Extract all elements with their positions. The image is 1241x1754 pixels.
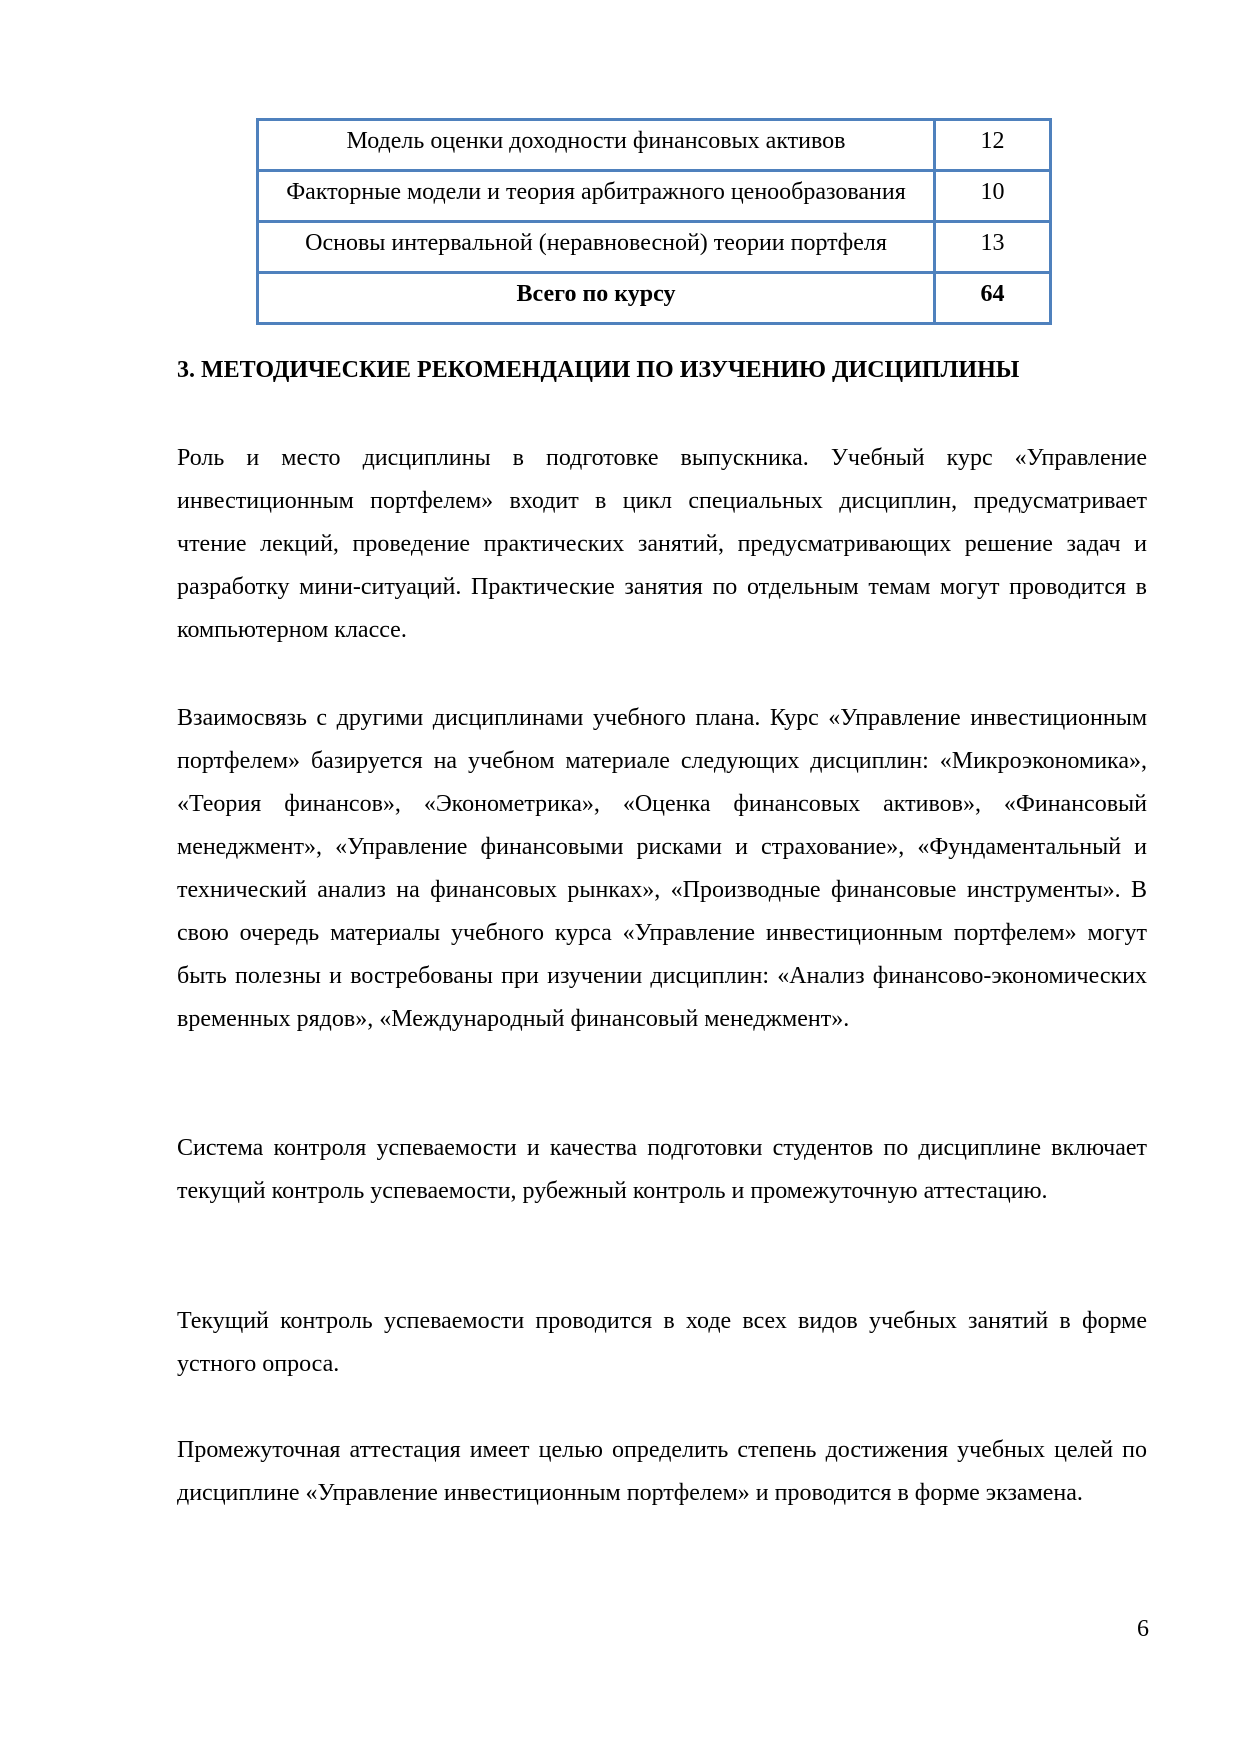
paragraph-current-control: Текущий контроль успеваемости проводится в ходе всех видов учебных занятий в форме устного опроса.	[177, 1308, 1147, 1377]
paragraph-intermediate-attestation: Промежуточная аттестация имеет целью определить степень достижения учебных целей по дисциплине «Управление инвестиционным портфелем» и проводится в форме экзамена.	[177, 1437, 1147, 1506]
table-total-row	[258, 273, 1051, 324]
section-heading: 3. МЕТОДИЧЕСКИЕ РЕКОМЕНДАЦИИ ПО ИЗУЧЕНИЮ ДИСЦИПЛИНЫ	[177, 357, 1020, 383]
topic-cell: Основы интервальной (неравновесной) теории портфеля	[258, 222, 935, 273]
page-number: 6	[1137, 1616, 1149, 1642]
table-row	[258, 171, 1051, 222]
total-hours-cell: 64	[935, 273, 1051, 324]
table-row	[258, 222, 1051, 273]
course-hours-table	[256, 118, 1052, 325]
hours-cell: 12	[935, 120, 1051, 171]
topic-cell: Модель оценки доходности финансовых активов	[258, 120, 935, 171]
hours-cell: 13	[935, 222, 1051, 273]
topic-cell: Факторные модели и теория арбитражного ценообразования	[258, 171, 935, 222]
paragraph-role-of-discipline: Роль и место дисциплины в подготовке выпускника. Учебный курс «Управление инвестиционным портфелем» входит в цикл специальных дисциплин, предусматривает чтение лекций, проведение практических занятий, предусматривающих решение задач и разработку мини-ситуаций. Практические занятия по отдельным темам могут проводится в компьютерном классе.	[177, 445, 1147, 643]
paragraph-interdisciplinary-links: Взаимосвязь с другими дисциплинами учебного плана. Курс «Управление инвестиционным портфелем» базируется на учебном материале следующих дисциплин: «Микроэкономика», «Теория финансов», «Эконометрика», «Оценка финансовых активов», «Финансовый менеджмент», «Управление финансовыми рисками и страхование», «Фундаментальный и технический анализ на финансовых рынках», «Производные финансовые инструменты». В свою очередь материалы учебного курса «Управление инвестиционным портфелем» могут быть полезны и востребованы при изучении дисциплин: «Анализ финансово-экономических временных рядов», «Международный финансовый менеджмент».	[177, 705, 1147, 1032]
paragraph-control-system: Система контроля успеваемости и качества подготовки студентов по дисциплине включает текущий контроль успеваемости, рубежный контроль и промежуточную аттестацию.	[177, 1135, 1147, 1204]
table-row	[258, 120, 1051, 171]
total-label-cell: Всего по курсу	[258, 273, 935, 324]
hours-cell: 10	[935, 171, 1051, 222]
